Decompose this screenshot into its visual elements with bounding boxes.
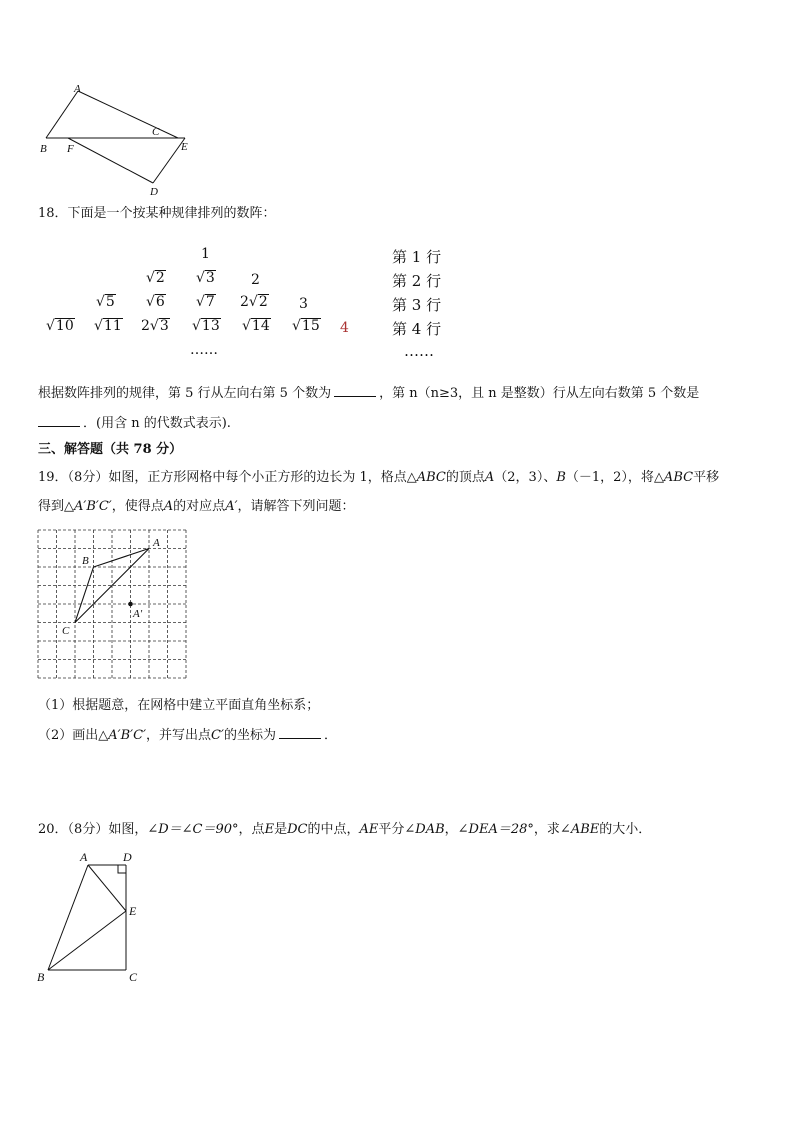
- matrix-r1-1: 1: [201, 246, 210, 262]
- q18-question-line2: ．(用含 n 的代数式表示).: [38, 414, 231, 434]
- matrix-r4-2: √11: [94, 318, 122, 334]
- q19-stem-line2: 得到△A′B′C′，使得点A的对应点A′，请解答下列问题：: [38, 499, 355, 514]
- q19-sub2: （2）画出△A′B′C′，并写出点C′的坐标为 ．: [38, 728, 337, 743]
- label-D: D: [150, 186, 158, 198]
- matrix-dots: ……: [190, 342, 218, 358]
- matrix-r4-7: 4: [340, 320, 349, 336]
- answer-blank-2[interactable]: [38, 414, 80, 427]
- matrix-r2-2: √3: [196, 270, 215, 286]
- matrix-r4-3: 2√3: [141, 318, 169, 334]
- matrix-r4-6: √15: [292, 318, 320, 334]
- matrix-r2-1: √2: [146, 270, 165, 286]
- matrix-r3-1: √5: [96, 294, 115, 310]
- matrix-r4-5: √14: [242, 318, 270, 334]
- fig20-label-C: C: [129, 970, 138, 984]
- label-A: A: [74, 83, 81, 95]
- matrix-r4-1: √10: [46, 318, 74, 334]
- answer-blank-3[interactable]: [279, 726, 321, 739]
- q20-stem: 20．（8分）如图，∠D＝∠C＝90°，点E是DC的中点，AE平分∠DAB，∠DEA＝28°，求∠ABE的大小．: [38, 822, 652, 837]
- q18-stem: 18．下面是一个按某种规律排列的数阵：: [38, 206, 276, 221]
- label-F: F: [67, 143, 74, 155]
- matrix-r3-4: 2√2: [240, 294, 268, 310]
- grid-label-B: B: [82, 555, 89, 567]
- row-label-3: 第 3 行: [392, 296, 442, 314]
- row-label-4: 第 4 行: [392, 320, 442, 338]
- fig20-label-D: D: [123, 850, 132, 864]
- answer-blank-1[interactable]: [334, 384, 376, 397]
- matrix-r3-5: 3: [299, 296, 308, 312]
- q19-stem-line1: 19．（8分）如图，正方形网格中每个小正方形的边长为 1，格点△ABC的顶点A（2，3）、B（－1，2），将△ABC平移: [38, 470, 720, 485]
- q19-sub1: （1）根据题意，在网格中建立平面直角坐标系；: [38, 698, 320, 713]
- matrix-r4-4: √13: [192, 318, 220, 334]
- row-label-1: 第 1 行: [392, 248, 442, 266]
- matrix-r3-2: √6: [146, 294, 165, 310]
- figure-q17: [36, 82, 206, 200]
- section-title: 三、解答题（共 78 分）: [38, 442, 183, 457]
- row-label-2: 第 2 行: [392, 272, 442, 290]
- fig20-label-B: B: [37, 970, 45, 984]
- fig20-label-A: A: [80, 850, 88, 864]
- fig20-label-E: E: [129, 904, 137, 918]
- label-B: B: [40, 143, 47, 155]
- row-label-dots: ……: [404, 342, 434, 360]
- label-C: C: [152, 126, 160, 138]
- label-E: E: [181, 141, 188, 153]
- q18-question-line1: 根据数阵排列的规律，第 5 行从左向右第 5 个数为 ，第 n（n≥3，且 n 是整数）行从左向右数第 5 个数是: [38, 386, 700, 401]
- figure-q20: [34, 848, 154, 988]
- grid-label-A: A: [153, 537, 160, 549]
- grid-label-A-prime: A′: [133, 608, 143, 620]
- figure-q19-grid: [36, 528, 190, 680]
- grid-label-C: C: [62, 625, 70, 637]
- matrix-r3-3: √7: [196, 294, 215, 310]
- matrix-r2-3: 2: [251, 272, 260, 288]
